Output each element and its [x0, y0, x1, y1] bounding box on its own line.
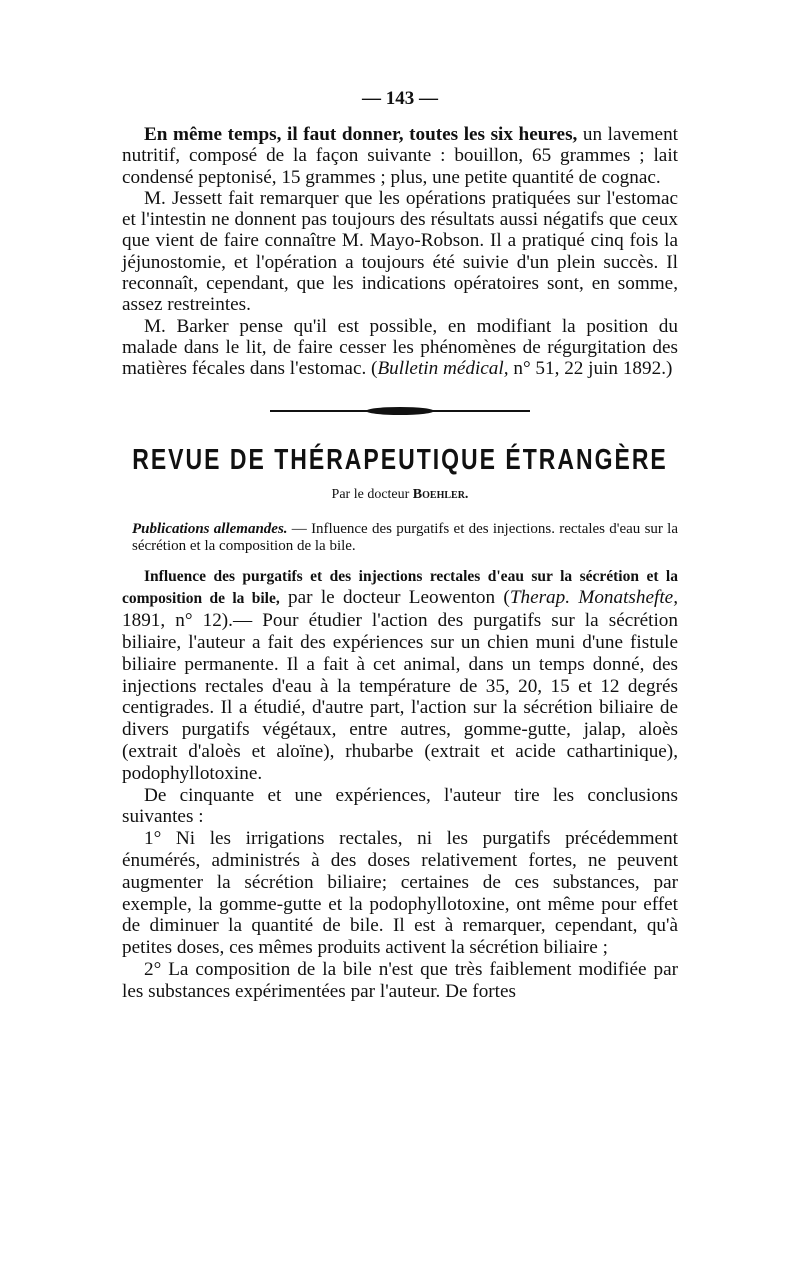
paragraph-7: 2° La composition de la bile n'est que très faiblement modifiée par les substances expérimentées par l'auteur. De fortes: [122, 958, 678, 1002]
subhead-rest: — Influence des purgatifs et des injections. rectales d'eau sur la sécrétion et la composition de la bile.: [132, 520, 678, 554]
paragraph-6: 1° Ni les irrigations rectales, ni les purgatifs précédemment énumérés, administrés à des doses relativement fortes, ne peuvent augmenter la sécrétion biliaire; certaines de ces substances, par exemple, la gomme-gutte et la podophyllotoxine, ont même pour effet de diminuer la quantité de bile. Il est à remarquer, cependant, qu'à petites doses, ces mêmes produits activent la sécrétion biliaire ;: [122, 828, 678, 959]
paragraph-3: [122, 316, 678, 380]
paragraph-1-text: un lavement nutritif, composé de la façon suivante : bouillon, 65 grammes ; lait condensé peptonisé, 15 grammes ; plus, une petite quantité de cognac.: [122, 124, 678, 188]
article-heading: Influence des purgatifs et des injections rectales d'eau sur la sécrétion et la composition de la bile,: [122, 567, 678, 608]
subhead: [122, 521, 678, 555]
page-number: — 143 —: [362, 88, 438, 109]
article-by: par le docteur Leowenton (: [279, 587, 510, 609]
document-page: [122, 88, 678, 1003]
paragraph-5: De cinquante et une expériences, l'auteur tire les conclusions suivantes :: [122, 784, 678, 828]
section-title: REVUE DE THÉRAPEUTIQUE ÉTRANGÈRE: [132, 442, 668, 475]
source-citation: Bulletin médical,: [377, 358, 509, 380]
byline-author: Boehler.: [412, 486, 469, 502]
ornamental-divider: [270, 406, 530, 416]
paragraph-3-tail: n° 51, 22 juin 1892.): [508, 358, 673, 380]
paragraph-3-text: M. Barker pense qu'il est possible, en modifiant la position du malade dans le lit, de faire cesser les phénomènes de régurgitation des matières fécales dans l'estomac. (: [122, 315, 678, 380]
divider-ornament: [366, 407, 434, 415]
byline: [122, 487, 678, 503]
article-paragraph: [122, 565, 678, 785]
paragraph-1: [122, 124, 678, 188]
byline-prefix: Par le docteur: [331, 486, 413, 502]
article-journal: Therap. Monatshefte,: [509, 587, 678, 609]
paragraph-2: M. Jessett fait remarquer que les opérations pratiquées sur l'estomac et l'intestin ne donnent pas toujours des résultats aussi négatifs que ceux que vient de faire connaître M. Mayo-Robson. Il a pratiqué cinq fois la jéjunostomie, et l'opération a toujours été suivie d'un plein succès. Il reconnaît, cependant, que les indications opératoires sont, en somme, assez restreintes.: [122, 187, 678, 316]
article-ref: 1891, n° 12).— Pour étudier l'action des purgatifs sur la sécrétion biliaire, l'auteur a fait des expériences sur un chien muni d'une fistule biliaire permanente. Il a fait à cet animal, dans un temps donné, des injections rectales d'eau à la température de 35, 20, 15 et 12 degrés centigrades. Il a étudié, d'autre part, l'action sur la sécrétion biliaire de divers purgatifs végétaux, entre autres, gomme-gutte, jalap, aloès (extrait d'aloès et aloïne), rhubarbe (extrait et acide cathartinique), podophyllotoxine.: [122, 610, 678, 784]
paragraph-1-lead: En même temps, il faut donner, toutes les six heures,: [144, 124, 578, 145]
subhead-publication: Publications allemandes.: [132, 520, 288, 537]
